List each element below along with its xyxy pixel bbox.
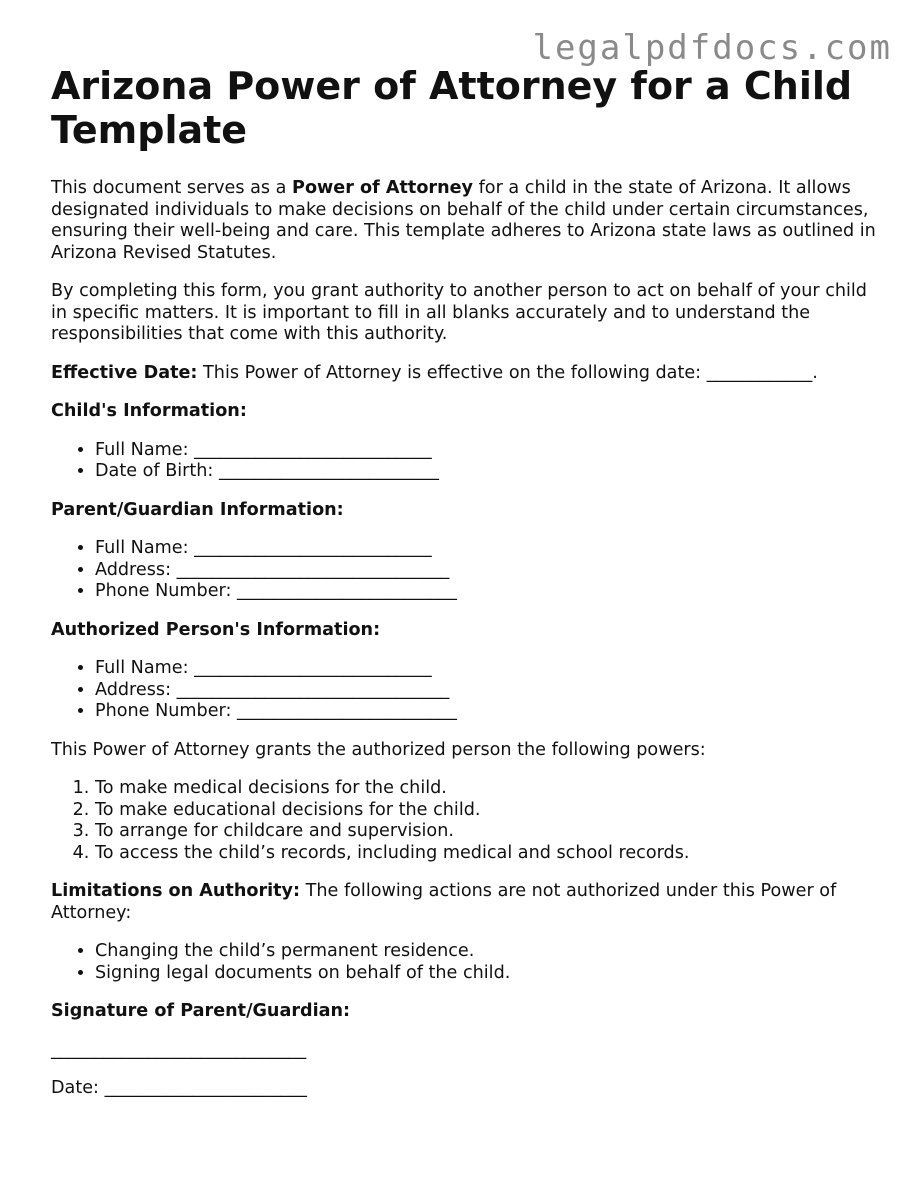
- list-item: 3. To arrange for childcare and supervision.: [95, 821, 881, 843]
- parent-info-heading: [51, 500, 881, 522]
- authorized-info-heading: [51, 620, 881, 642]
- list-item: • Changing the child’s permanent residence.: [95, 941, 881, 963]
- child-info-list: [51, 440, 881, 483]
- limitations-label: Limitations on Authority:: [51, 881, 301, 901]
- effective-date-text: This Power of Attorney is effective on the following date: ____________.: [197, 362, 818, 383]
- parent-info-list: [51, 538, 881, 603]
- list-item: 4. To access the child’s records, including medical and school records.: [95, 843, 881, 865]
- limitations: [51, 881, 881, 924]
- effective-date: [51, 363, 881, 385]
- authorized-info-heading-text: Authorized Person's Information:: [51, 619, 381, 640]
- list-item: • Address: _______________________________: [95, 560, 881, 582]
- limitations-text: The following actions are not authorized under this Power of Attorney:: [51, 881, 837, 923]
- list-item: • Full Name: ___________________________: [95, 440, 881, 462]
- intro-paragraph-2: By completing this form, you grant authority to another person to act on behalf of your child in specific matters. It is important to fill in all blanks accurately and to understand the responsibilities that come with this authority.: [51, 281, 867, 344]
- intro-text-after: for a child in the state of Arizona. It allows designated individuals to make decisions on behalf of the child under certain circumstances, ensuring their well-being and care. This template adheres to Arizona state laws as outlined in Arizona Revised Statutes.: [51, 178, 876, 263]
- powers-intro: This Power of Attorney grants the authorized person the following powers:: [51, 739, 706, 760]
- list-item: • Phone Number: _________________________: [95, 581, 881, 603]
- signature-heading: [51, 1001, 881, 1023]
- page-title: Arizona Power of Attorney for a Child Template: [51, 64, 853, 152]
- list-item: • Signing legal documents on behalf of the child.: [95, 963, 881, 985]
- signature-date: Date: _______________________: [51, 1078, 307, 1098]
- list-item: 1. To make medical decisions for the child.: [95, 778, 881, 800]
- list-item: • Full Name: ___________________________: [95, 658, 881, 680]
- effective-date-label: Effective Date:: [51, 362, 198, 383]
- signature-line: _____________________________: [51, 1039, 307, 1060]
- powers-list: [51, 778, 881, 864]
- list-item: • Full Name: ___________________________: [95, 538, 881, 560]
- limitations-list: [51, 941, 881, 984]
- list-item: • Date of Birth: _________________________: [95, 461, 881, 483]
- watermark: legalpdfdocs.com: [532, 28, 892, 68]
- authorized-info-list: [51, 658, 881, 723]
- child-info-heading-text: Child's Information:: [51, 401, 247, 421]
- list-item: • Address: _______________________________: [95, 680, 881, 702]
- document-page: [51, 64, 881, 1117]
- list-item: • Phone Number: _________________________: [95, 701, 881, 723]
- parent-info-heading-text: Parent/Guardian Information:: [51, 499, 344, 520]
- intro-bold-term: Power of Attorney: [292, 178, 474, 198]
- child-info-heading: [51, 401, 881, 423]
- list-item: 2. To make educational decisions for the child.: [95, 800, 881, 822]
- intro-paragraph-1: [51, 178, 881, 264]
- intro-text-before: This document serves as a: [51, 178, 293, 198]
- signature-heading-text: Signature of Parent/Guardian:: [51, 1001, 351, 1021]
